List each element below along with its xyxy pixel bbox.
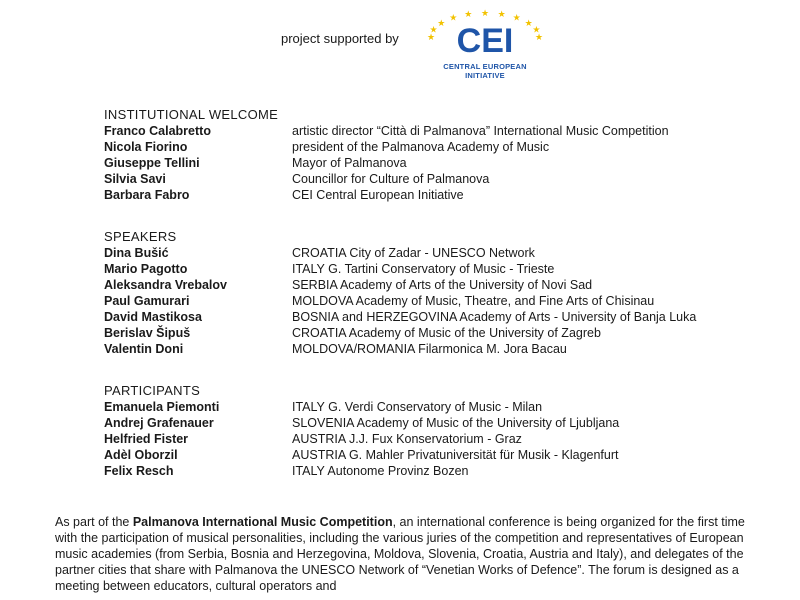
cei-logo-caption: CENTRAL EUROPEAN INITIATIVE — [443, 62, 527, 80]
person-name: Helfried Fister — [104, 432, 189, 446]
person-name: Emanuela Piemonti — [104, 400, 220, 414]
person-affiliation: SERBIA Academy of Arts of the University of Novi Sad — [292, 278, 593, 292]
list-item — [0, 172, 800, 188]
person-name: Berislav Šipuš — [104, 326, 191, 340]
list-item — [0, 294, 800, 310]
list-item — [0, 400, 800, 416]
person-name: Franco Calabretto — [104, 124, 211, 138]
person-name: Barbara Fabro — [104, 188, 190, 202]
list-item — [0, 326, 800, 342]
person-affiliation: CEI Central European Initiative — [292, 188, 464, 202]
list-item — [0, 246, 800, 262]
list-item — [0, 448, 800, 464]
person-affiliation: artistic director “Città di Palmanova” International Music Competition — [292, 124, 669, 138]
list-item — [0, 464, 800, 480]
institutional-welcome-heading: INSTITUTIONAL WELCOME — [104, 107, 279, 122]
star-icon: ★ — [532, 24, 541, 35]
list-item — [0, 140, 800, 156]
star-icon: ★ — [429, 24, 438, 35]
person-affiliation: president of the Palmanova Academy of Music — [292, 140, 550, 154]
person-affiliation: Councillor for Culture of Palmanova — [292, 172, 490, 186]
intro-body: , an international conference is being organized for the first time with the participation of musical personalities, including the various juries of the competition and representatives of European music academies (from Serbia, Bosnia and Herzegovina, Moldova, Slovenia, Croatia, Austria and Italy), and delegates of the partner cities that share with Palmanova the UNESCO Network of “Venetian Works of Defence”. The forum is designed as a meeting between educators, cultural operators and — [55, 515, 745, 593]
star-icon: ★ — [497, 9, 506, 20]
star-icon: ★ — [426, 32, 436, 42]
person-affiliation: AUSTRIA J.J. Fux Konservatorium - Graz — [292, 432, 522, 446]
list-item — [0, 342, 800, 358]
list-item — [0, 124, 800, 140]
star-icon: ★ — [449, 12, 458, 23]
person-name: Dina Bušić — [104, 246, 169, 260]
person-name: Felix Resch — [104, 464, 174, 478]
person-affiliation: CROATIA City of Zadar - UNESCO Network — [292, 246, 535, 260]
person-affiliation: AUSTRIA G. Mahler Privatuniversität für Musik - Klagenfurt — [292, 448, 619, 462]
intro-paragraph — [55, 514, 770, 594]
person-name: Valentin Doni — [104, 342, 184, 356]
person-affiliation: ITALY Autonome Provinz Bozen — [292, 464, 469, 478]
person-affiliation: MOLDOVA Academy of Music, Theatre, and Fine Arts of Chisinau — [292, 294, 655, 308]
list-item — [0, 416, 800, 432]
person-affiliation: SLOVENIA Academy of Music of the University of Ljubljana — [292, 416, 620, 430]
list-item — [0, 262, 800, 278]
person-name: Aleksandra Vrebalov — [104, 278, 227, 292]
star-icon: ★ — [480, 8, 490, 18]
speakers-heading: SPEAKERS — [104, 229, 177, 244]
star-icon: ★ — [524, 17, 533, 28]
list-item — [0, 278, 800, 294]
star-icon: ★ — [464, 9, 473, 20]
person-name: Silvia Savi — [104, 172, 166, 186]
person-affiliation: BOSNIA and HERZEGOVINA Academy of Arts - University of Banja Luka — [292, 310, 697, 324]
person-affiliation: Mayor of Palmanova — [292, 156, 407, 170]
list-item — [0, 432, 800, 448]
participants-heading: PARTICIPANTS — [104, 383, 201, 398]
list-item — [0, 310, 800, 326]
list-item — [0, 188, 800, 204]
person-affiliation: CROATIA Academy of Music of the University of Zagreb — [292, 326, 601, 340]
person-affiliation: ITALY G. Verdi Conservatory of Music - Milan — [292, 400, 543, 414]
cei-logo — [424, 6, 546, 80]
supported-by-text: project supported by — [281, 31, 399, 46]
intro-competition-name: Palmanova International Music Competition — [132, 515, 393, 529]
participants-list — [0, 400, 800, 480]
list-item — [0, 156, 800, 172]
institutional-welcome-list — [0, 124, 800, 204]
star-icon: ★ — [534, 32, 544, 42]
header — [0, 0, 800, 80]
person-name: Adèl Oborzil — [104, 448, 178, 462]
intro-lead: As part of the — [55, 515, 133, 529]
person-affiliation: MOLDOVA/ROMANIA Filarmonica M. Jora Bacau — [292, 342, 567, 356]
person-name: Nicola Fiorino — [104, 140, 188, 154]
person-name: Giuseppe Tellini — [104, 156, 200, 170]
cei-logo-text: CEI — [456, 22, 514, 60]
speakers-list — [0, 246, 800, 358]
person-name: David Mastikosa — [104, 310, 202, 324]
cei-logo-graphic — [424, 6, 546, 62]
star-icon: ★ — [437, 17, 446, 28]
person-name: Mario Pagotto — [104, 262, 188, 276]
person-affiliation: ITALY G. Tartini Conservatory of Music - Trieste — [292, 262, 555, 276]
star-icon: ★ — [512, 12, 521, 23]
person-name: Andrej Grafenauer — [104, 416, 214, 430]
person-name: Paul Gamurari — [104, 294, 190, 308]
